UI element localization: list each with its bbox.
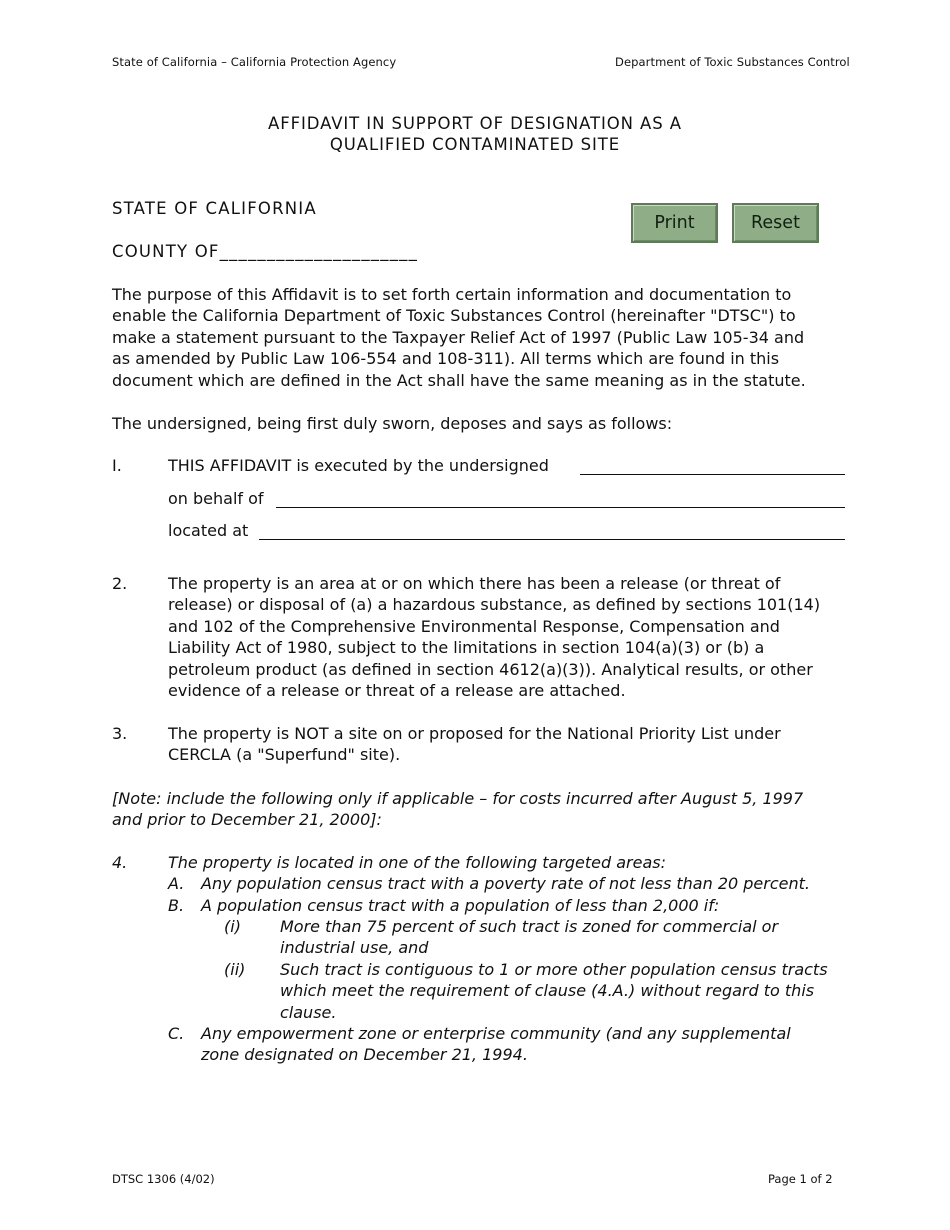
item-2-line: release) or disposal of (a) a hazardous substance, as defined by sections 101(14) [168,595,821,615]
item-2-line: The property is an area at or on which there has been a release (or threat of [168,574,781,593]
item-2-line: Liability Act of 1980, subject to the limitations in section 104(a)(3) or (b) a [168,638,765,658]
item-4b-text: A population census tract with a population of less than 2,000 if: [201,896,720,915]
item-4b-ii-line: Such tract is contiguous to 1 or more other population census tracts [280,960,828,979]
item-2-line: petroleum product (as defined in section 4612(a)(3)). Analytical results, or other [168,659,813,679]
document-title-line2: QUALIFIED CONTAMINATED SITE [329,135,621,154]
item-3-line: CERCLA (a "Superfund" site). [168,745,401,765]
executed-by-field[interactable] [580,474,845,475]
item-4b-ii-text [280,959,860,1023]
item-4b-i-line: More than 75 percent of such tract is zoned for commercial or [280,917,779,936]
item-4b-ii-label: (ii) [224,960,246,979]
item-4b-i-text [280,916,860,959]
note-line: [Note: include the following only if applicable – for costs incurred after August 5, 1997 [112,789,804,808]
item-2-text [168,573,858,701]
item-4c-label: C. [168,1024,185,1043]
on-behalf-of-field[interactable] [276,507,845,508]
item-4b-label: B. [168,896,185,915]
purpose-line: make a statement pursuant to the Taxpayer Relief Act of 1997 (Public Law 105-34 and [112,327,805,347]
purpose-line: document which are defined in the Act shall have the same meaning as in the statute. [112,370,806,390]
located-at-label: located at [168,521,249,540]
form-id: DTSC 1306 (4/02) [112,1172,215,1186]
state-label: STATE OF CALIFORNIA [112,199,317,218]
item-4b-ii-line: clause. [280,1002,337,1022]
applicability-note [112,788,872,831]
document-title-line1: AFFIDAVIT IN SUPPORT OF DESIGNATION AS A [268,114,682,133]
item-3-line: The property is NOT a site on or proposed for the National Priority List under [168,724,781,743]
purpose-line: as amended by Public Law 106-554 and 108-311). All terms which are found in this [112,349,780,369]
item-2-line: evidence of a release or threat of a release are attached. [168,681,626,701]
department-header: Department of Toxic Substances Control [615,55,850,69]
item-4c-text [201,1023,851,1066]
item-1-number: I. [112,456,122,475]
item-4b-i-label: (i) [224,917,241,936]
located-at-field[interactable] [259,539,845,540]
purpose-line: enable the California Department of Toxic Substances Control (hereinafter "DTSC") to [112,306,796,326]
on-behalf-of-label: on behalf of [168,489,264,508]
item-4-intro: The property is located in one of the following targeted areas: [168,853,667,872]
note-line: and prior to December 21, 2000]: [112,810,382,830]
item-4-number: 4. [112,853,128,872]
item-4b-i-line: industrial use, and [280,938,429,958]
agency-header: State of California – California Protection Agency [112,55,397,69]
item-3-text [168,723,858,766]
executed-by-label: THIS AFFIDAVIT is executed by the undersigned [168,456,549,475]
item-2-line: and 102 of the Comprehensive Environmental Response, Compensation and [168,616,780,636]
item-4a-label: A. [168,874,185,893]
page-number: Page 1 of 2 [768,1172,833,1186]
purpose-paragraph [112,284,852,391]
purpose-line: The purpose of this Affidavit is to set forth certain information and documentation to [112,285,792,304]
sworn-statement: The undersigned, being first duly sworn, deposes and says as follows: [112,414,673,433]
item-4b-ii-line: which meet the requirement of clause (4.A.) without regard to this [280,981,815,1001]
county-label: COUNTY OF_____________________ [112,242,419,261]
item-4a-text: Any population census tract with a poverty rate of not less than 20 percent. [201,874,810,893]
item-4c-line: Any empowerment zone or enterprise community (and any supplemental [201,1024,791,1043]
reset-button[interactable]: Reset [732,203,819,243]
item-4c-line: zone designated on December 21, 1994. [201,1045,528,1065]
item-2-number: 2. [112,574,128,593]
print-button[interactable]: Print [631,203,718,243]
item-3-number: 3. [112,724,128,743]
